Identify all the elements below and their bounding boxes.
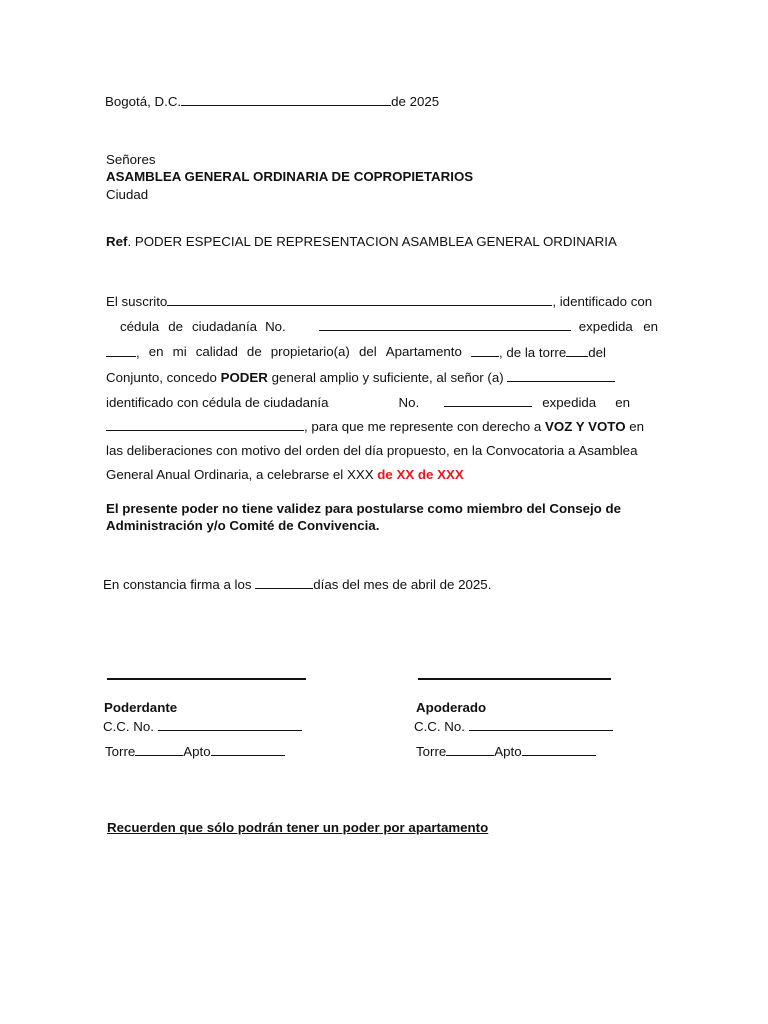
cedula-word: cédula [120,319,160,334]
apoderado-signature-line[interactable] [418,678,611,680]
apoderado-cc-blank[interactable] [469,718,613,731]
reference-label: Ref [106,234,128,249]
reference-text: . PODER ESPECIAL DE REPRESENTACION ASAMBLEA GENERAL ORDINARIA [127,234,617,249]
apartamento-blank[interactable] [471,344,499,357]
expedida-word-2: expedida [542,395,597,410]
expedida-word: expedida [578,319,633,334]
poderdante-apto-blank[interactable] [211,743,285,756]
comma: , [136,345,140,360]
apoderado-cedula-blank[interactable] [444,394,532,407]
poder-word: PODER [220,370,268,385]
poderdante-cc-line [103,718,302,735]
no-word-2: No. [398,395,420,410]
ciudadania-word: ciudadanía [191,319,258,334]
body-line-7: las deliberaciones con motivo del orden del día propuesto, en la Convocatoria a Asamblea [106,443,638,458]
salutation: Señores [106,152,156,167]
constancia-text: En constancia firma a los [103,577,256,592]
en-word: en [643,319,658,334]
apoderado-torre-line [416,743,596,760]
suscrito-label: El suscrito [106,294,168,309]
poderdante-apto-label: Apto [183,744,211,759]
dias-mes-text: días del mes de abril de 2025. [313,577,492,592]
general-amplio-text: general amplio y suficiente, al señor (a) [267,370,508,385]
body-line-1 [106,293,652,310]
cedula-number-blank[interactable] [319,318,571,331]
identificado-label: , identificado con [552,294,653,309]
en-word-3: en [615,395,630,410]
en-word-4: en [625,419,645,434]
expedida-city-blank[interactable] [106,344,136,357]
city-prefix: Bogotá, D.C. [105,94,182,109]
dias-blank[interactable] [255,576,313,589]
apoderado-name-blank[interactable] [507,369,615,382]
date-placeholder-red: de XX de XXX [377,467,464,482]
del-word-2: del [588,345,606,360]
poderdante-torre-line [105,743,285,760]
poderdante-cc-label: C.C. No. [103,719,158,734]
body-line-4 [106,369,615,386]
apoderado-city-blank[interactable] [106,418,304,431]
poderdante-torre-label: Torre [105,744,136,759]
voz-y-voto: VOZ Y VOTO [544,419,626,434]
propietario-word: propietario(a) [270,344,350,359]
apoderado-apto-blank[interactable] [522,743,596,756]
apoderado-title: Apoderado [416,700,487,715]
recipient-name: ASAMBLEA GENERAL ORDINARIA DE COPROPIETARIOS [106,169,474,184]
de-word-2: de [246,344,262,359]
body-line-3 [106,344,606,361]
de-word: de [168,319,183,334]
notice-line-1: El presente poder no tiene validez para postularse como miembro del Consejo de [106,501,622,516]
body-line-5 [106,394,630,411]
en-word-2: en [148,344,164,359]
del-word: del [358,344,377,359]
identificado-cedula-text: identificado con cédula de ciudadanía [106,395,329,410]
body-line-8 [106,467,464,483]
torre-blank[interactable] [566,344,588,357]
closing-line [103,576,491,593]
body-line-6 [106,418,644,435]
apoderado-cc-line [414,718,613,735]
reference-line [106,234,617,250]
poderdante-title: Poderdante [104,700,178,715]
no-word: No. [265,319,286,334]
mi-word: mi [172,344,187,359]
apartamento-word: Apartamento [385,344,462,359]
notice-line-2: Administración y/o Comité de Convivencia. [106,518,380,533]
celebrarse-text: General Anual Ordinaria, a celebrarse el XXX [106,467,378,482]
poderdante-cc-blank[interactable] [158,718,302,731]
poderdante-torre-blank[interactable] [135,743,183,756]
apoderado-torre-blank[interactable] [446,743,494,756]
apoderado-apto-label: Apto [494,744,522,759]
date-line [105,93,439,110]
footer-note: Recuerden que sólo podrán tener un poder por apartamento [107,820,489,835]
torre-label: , de la torre [498,345,567,360]
represente-text: , para que me represente con derecho a [304,419,545,434]
date-blank[interactable] [181,93,391,106]
apoderado-torre-label: Torre [416,744,447,759]
suscrito-name-blank[interactable] [167,293,552,306]
body-line-2 [120,318,658,335]
calidad-word: calidad [195,344,238,359]
concedo-text: Conjunto, concedo [106,370,221,385]
poderdante-signature-line[interactable] [107,678,306,680]
year-suffix: de 2025 [391,94,440,109]
apoderado-cc-label: C.C. No. [414,719,469,734]
recipient-city: Ciudad [106,187,149,202]
